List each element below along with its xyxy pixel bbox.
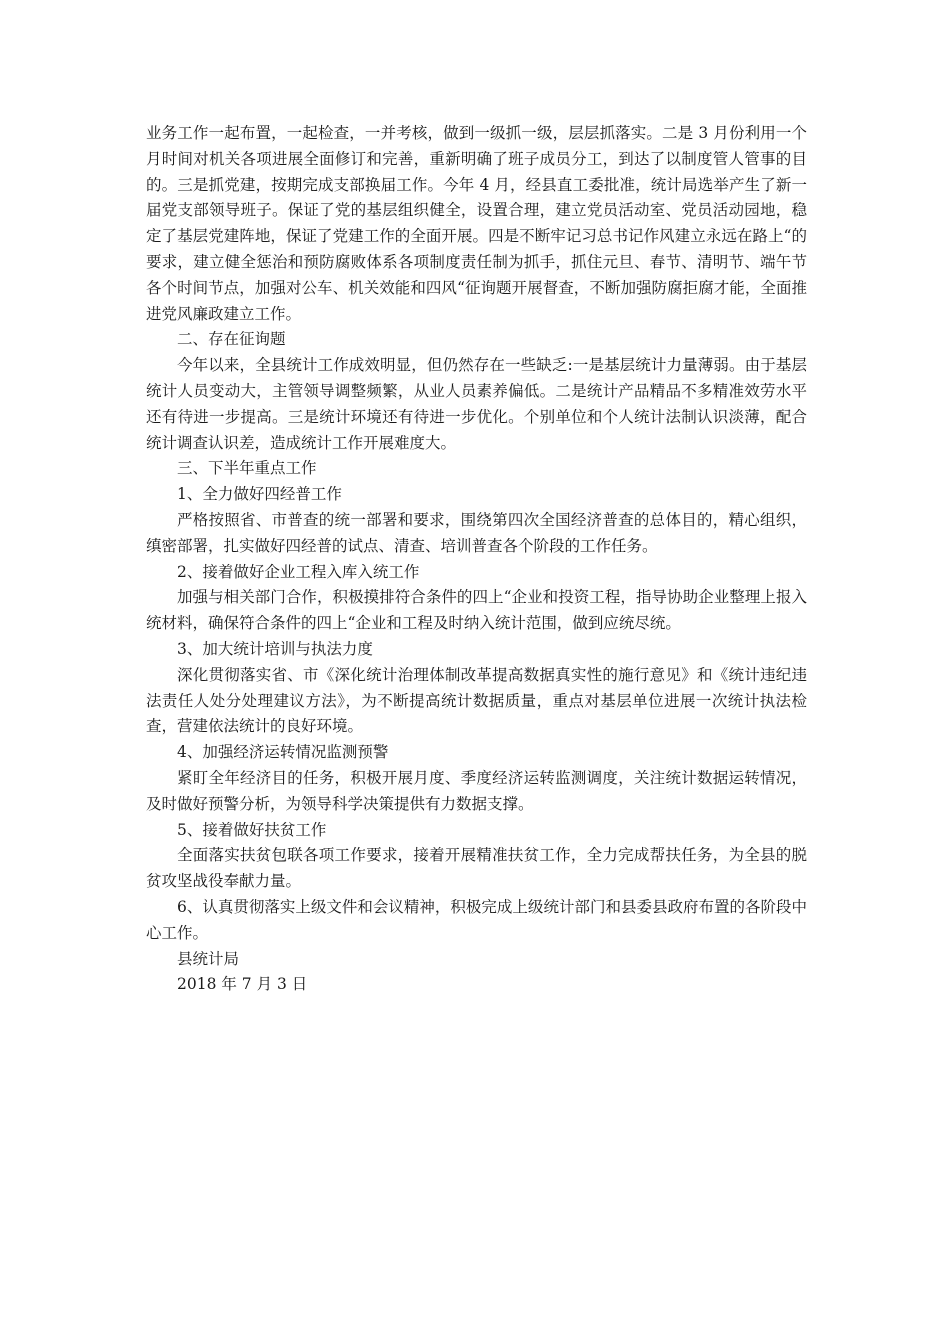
signature-organization: 县统计局 xyxy=(177,949,240,968)
paragraph-monitoring: 紧盯全年经济目的任务，积极开展月度、季度经济运转监测调度，关注统计数据运转情况，及时做好预警分析，为领导科学决策提供有力数据支撑。 xyxy=(146,768,807,813)
paragraph-census: 严格按照省、市普查的统一部署和要求，围绕第四次全国经济普查的总体目的，精心组织，缜密部署，扎实做好四经普的试点、清查、培训普查各个阶段的工作任务。 xyxy=(146,510,807,555)
paragraph-party-building: 业务工作一起布置，一起检查，一并考核，做到一级抓一级，层层抓落实。二是 3 月份利用一个月时间对机关各项进展全面修订和完善，重新明确了班子成员分工，到达了以制度管人管事的目的。三是抓党建，按期完成支部换届工作。今年 4 月，经县直工委批准，统计局选举产生了新一届党支部领导班子。保证了党的基层组织健全，设置合理，建立党员活动室、党员活动园地，稳定了基层党建阵地，保证了党建工作的全面开展。四是不断牢记习总书记作风建立永远在路上“的要求，建立健全惩治和预防腐败体系各项制度责任制为抓手，抓住元旦、春节、清明节、端午节各个时间节点，加强对公车、机关效能和四风“征询题开展督查，不断加强防腐拒腐才能，全面推进党风廉政建立工作。 xyxy=(146,124,807,323)
subheading-monitoring: 4、加强经济运转情况监测预警 xyxy=(177,743,389,762)
subheading-enterprise-projects: 2、接着做好企业工程入库入统工作 xyxy=(177,562,420,581)
heading-key-work: 三、下半年重点工作 xyxy=(177,459,317,478)
paragraph-problems: 今年以来，全县统计工作成效明显，但仍然存在一些缺乏:一是基层统计力量薄弱。由于基层统计人员变动大，主管领导调整频繁，从业人员素养偏低。二是统计产品精品不多精准效劳水平还有待进一步提高。三是统计环境还有待进一步优化。个别单位和个人统计法制认识淡薄，配合统计调查认识差，造成统计工作开展难度大。 xyxy=(146,356,807,452)
paragraph-enterprise-projects: 加强与相关部门合作，积极摸排符合条件的四上“企业和投资工程，指导协助企业整理上报入统材料，确保符合条件的四上“企业和工程及时纳入统计范围，做到应统尽统。 xyxy=(146,588,807,633)
document-page xyxy=(146,121,807,998)
paragraph-implementation: 6、认真贯彻落实上级文件和会议精神，积极完成上级统计部门和县委县政府布置的各阶段中心工作。 xyxy=(146,897,807,942)
subheading-poverty-alleviation: 5、接着做好扶贫工作 xyxy=(177,820,327,839)
signature-date: 2018 年 7 月 3 日 xyxy=(177,975,308,994)
paragraph-training-enforcement: 深化贯彻落实省、市《深化统计治理体制改革提高数据真实性的施行意见》和《统计违纪违法责任人处分处理建议方法》，为不断提高统计数据质量，重点对基层单位进展一次统计执法检查，营建依法统计的良好环境。 xyxy=(146,665,807,736)
subheading-training-enforcement: 3、加大统计培训与执法力度 xyxy=(177,639,373,658)
heading-existing-problems: 二、存在征询题 xyxy=(177,330,286,349)
subheading-census: 1、全力做好四经普工作 xyxy=(177,485,342,504)
paragraph-poverty-alleviation: 全面落实扶贫包联各项工作要求，接着开展精准扶贫工作，全力完成帮扶任务，为全县的脱贫攻坚战役奉献力量。 xyxy=(146,846,807,891)
